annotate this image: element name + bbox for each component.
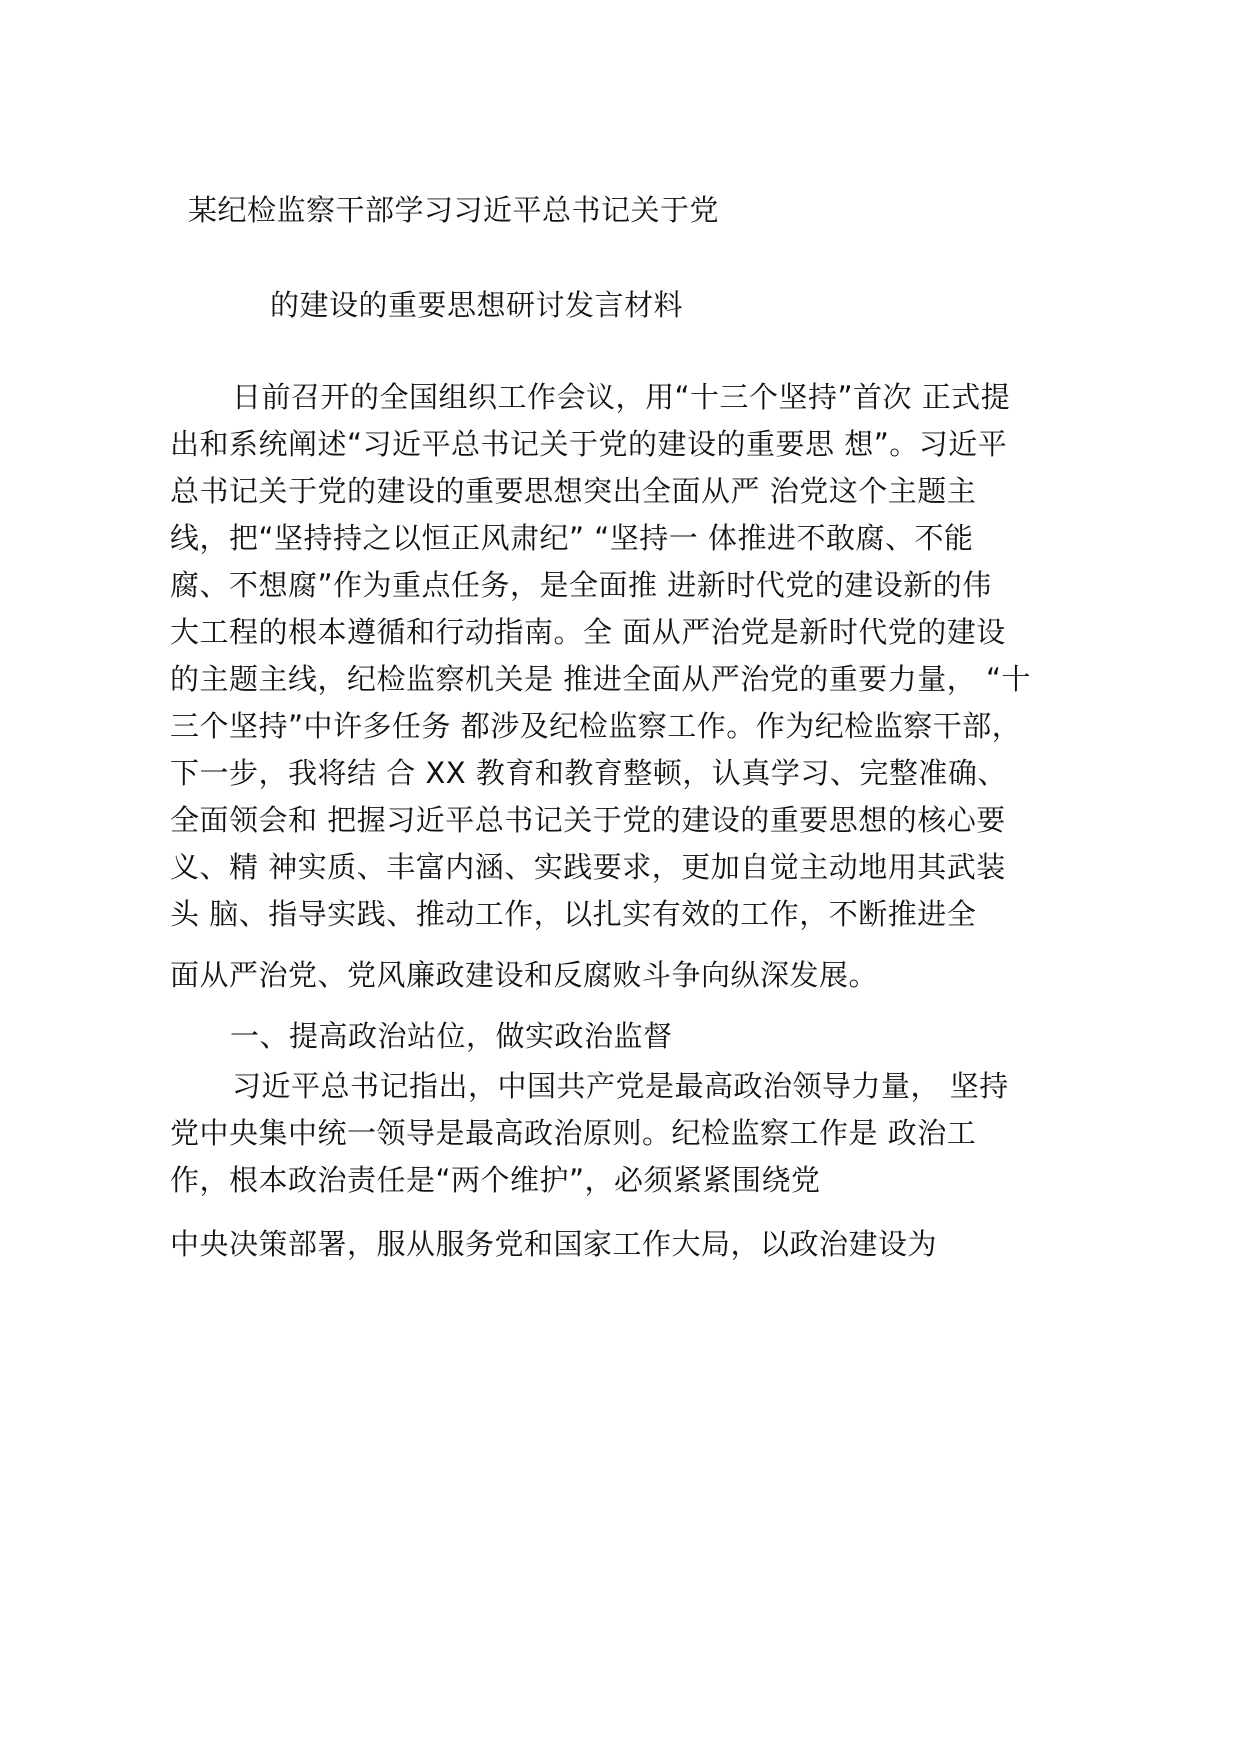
body-line: 头 脑、指导实践、推动工作，以扎实有效的工作，不断推进全 <box>170 897 977 931</box>
body-line: 全面领会和 把握习近平总书记关于党的建设的重要思想的核心要 <box>170 803 1006 837</box>
body-line: 总书记关于党的建设的重要思想突出全面从严 治党这个主题主 <box>170 474 977 508</box>
body-line: 义、精 神实质、丰富内涵、实践要求，更加自觉主动地用其武装 <box>170 850 1006 884</box>
body-line: 的主题主线，纪检监察机关是 推进全面从严治党的重要力量， “十 <box>170 662 1031 696</box>
body-line: 下一步，我将结 合 XX 教育和教育整顿，认真学习、完整准确、 <box>170 756 1007 790</box>
body-line: 大工程的根本遵循和行动指南。全 面从严治党是新时代党的建设 <box>170 615 1006 649</box>
body-line: 中央决策部署，服从服务党和国家工作大局，以政治建设为 <box>170 1227 938 1261</box>
body-line: 出和系统阐述“习近平总书记关于党的建设的重要思 想”。习近平 <box>170 427 1008 461</box>
document-title-line-2: 的建设的重要思想研讨发言材料 <box>270 288 684 322</box>
body-line: 日前召开的全国组织工作会议，用“十三个坚持”首次 正式提 <box>232 380 1011 414</box>
section-heading: 一、提高政治站位，做实政治监督 <box>230 1019 673 1053</box>
document-title-line-1: 某纪检监察干部学习习近平总书记关于党 <box>188 193 720 227</box>
body-line: 面从严治党、党风廉政建设和反腐败斗争向纵深发展。 <box>170 958 879 992</box>
body-line: 线，把“坚持持之以恒正风肃纪” “坚持一 体推进不敢腐、不能 <box>170 521 974 555</box>
body-line: 作，根本政治责任是“两个维护”，必须紧紧围绕党 <box>170 1163 821 1197</box>
body-line: 腐、不想腐”作为重点任务，是全面推 进新时代党的建设新的伟 <box>170 568 992 602</box>
body-line: 三个坚持”中许多任务 都涉及纪检监察工作。作为纪检监察干部， <box>170 709 1022 743</box>
body-line: 习近平总书记指出，中国共产党是最高政治领导力量， 坚持 <box>232 1069 1009 1103</box>
body-line: 党中央集中统一领导是最高政治原则。纪检监察工作是 政治工 <box>170 1116 977 1150</box>
